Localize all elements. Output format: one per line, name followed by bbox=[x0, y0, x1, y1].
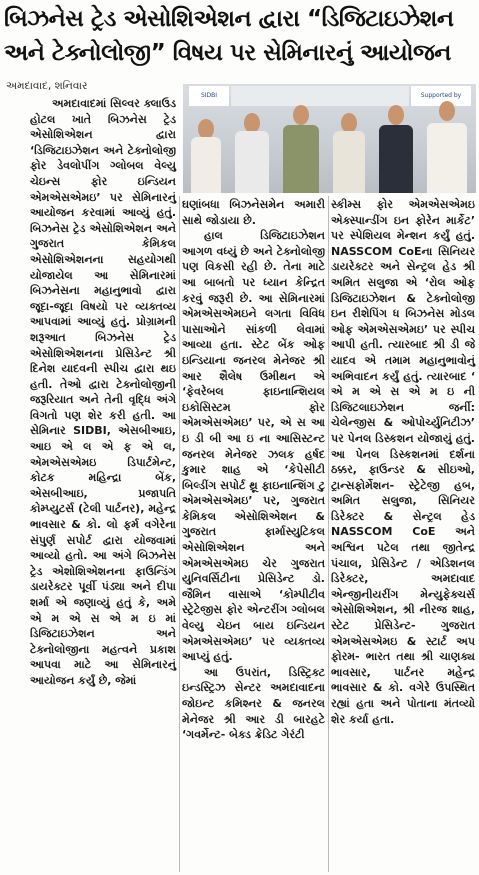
headline-line-2: અને ટેક્નોલોજી” વિષય પર સેમિનારનું આયોજન bbox=[4, 40, 451, 66]
dateline: અમદાવાદ, શનિવાર bbox=[6, 80, 88, 92]
photo-person-1 bbox=[191, 103, 221, 193]
headline-line-1: બિઝનેસ ટ્રેડ એસોશિએશન દ્વારા “ડિજિટાઇઝેશન bbox=[4, 6, 454, 32]
headline bbox=[4, 2, 475, 70]
photo-person-4 bbox=[333, 101, 365, 193]
column-1-paragraph: અમદાવાદમાં સિલ્વર ક્લાઉડ હોટલ ખાતે બિઝનેસ ટ્રેડ એસોશિએશન દ્વારા ‘ડિજિટાઇઝેશન અને ટેક્નોલોજી ફોર ડેવલોપીંગ ગ્લોબલ વેલ્યુ ચેઇન્સ ફોર ઇન્ડિયન એમએસએમઇ’ પર સેમિનારનું આયોજન કરવામાં આવ્યું હતું. બિઝનેસ ટ્રેડ એસોશિએશન અને ગુજરાત કેમિકલ એસોશિએશનના સહયોગથી યોજાયેલ આ સેમિનારમાં બિઝનેસના મહાનુભાવો દ્વારા જૂદા-જૂદા વિષયો પર વ્યક્તવ્ય આપવામાં આવ્યું હતું. પ્રોગ્રામની શરૂઆત બિઝનેસ ટ્રેડ એસોશિએશનના પ્રેસિડેન્ટ શ્રી દિનેશ યાદવની સ્પીચ દ્વારા થઇ હતી. તેઓ દ્વારા ટેક્નોલોજીની જરૂરિયાત અને તેની વૃદ્ધિ અંગે વિગતો પણ શેર કરી હતી. આ સેમિનાર SIDBI, એસબીઆઇ, આઇ એ લ એ ફ એ લ, એમએસએમઇ ડિપાર્ટમેન્ટ, કોટક મહિન્દ્રા બેંક, એસબીઆઇ, પ્રજાપતિ કોમ્પ્યુટર્સ (ટેલી પાર્ટનર), મહેન્દ્ર ભાવસાર & કો. લો ફર્મ વગેરેના સંપુર્ણ સપોર્ટ દ્વારા યોજવામાં આવ્યો હતો. આ અંગે બિઝનેસ ટ્રેડ એશોશિએશનના ફાઉન્ડિંગ ડાયરેક્ટર પૂર્વી પંડ્યા અને દીપા શર્મા એ જણાવ્યું હતું કે, અમે એ મ એ સ એ મ ઇ માં ડિજિટાઇઝેશન અને ટેક્નોલોજીના મહત્વને પ્રકાશ આપવા માટે આ સેમિનારનું આયોજન કર્યું છે, જેમાં bbox=[30, 97, 176, 687]
event-photo bbox=[183, 84, 476, 193]
column-2-paragraph-1: ઘણાંબધા બિઝનેસમેન અમારી સાથે જોડાયા છે. bbox=[182, 198, 325, 227]
photo-banner-right: Supported by bbox=[411, 86, 471, 106]
photo-person-6 bbox=[427, 95, 467, 193]
article-column-3 bbox=[331, 197, 475, 727]
column-divider-1 bbox=[179, 196, 180, 872]
column-3-paragraph: સ્કીમ્સ ફોર એમએસએમઇ એક્સ્પાન્ડીંગ ઇન ફોરેન માર્કેટ’ પર સ્પેશિયલ મેન્શન કર્યું હતું. NASSCOM CoEના સિનિયર ડાયરેક્ટર અને સેન્ટ્રલ હેડ શ્રી અમિત સલુજા એ ‘રોલ ઓફ ડિજિટાઇઝેશન & ટેક્નોલોજી ઇન રીશેપિંગ ધ બિઝનેસ મોડલ ઓફ એમએસએમઇ’ પર સ્પીચ આપી હતી. ત્યારબાદ શ્રી ડી જે યાદવ એ તમામ મહાનુભાવોનું અભિવાદન કર્યું હતું. ત્યારબાદ ‘ એ મ એ સ એ મ ઇ ની ડિજિટલાઇઝેશન જર્ની: ચેલેન્જીસ & ઓપોર્ચ્યુનિટીઝ’ પર પેનલ ડિસ્કશન યોજાયું હતું. આ પેનલ ડિસ્કશનમાં દર્શના ઠક્કર, ફાઉન્ડર & સીઇઓ, ટ્રાન્સફોર્મેશન- સ્ટ્રેટેજી હબ, અમિત સલુજા, સિનિયર ડિરેક્ટર & સેન્ટ્રલ હેડ NASSCOM CoE અને અશ્વિન પટેલ તથા જીતેન્દ્ર પંચાલ, પ્રેસિડેન્ટ / એડિશનલ ડિરેક્ટર, અમદાવાદ એન્જીનીયરીંગ મેન્યુફેક્ચર્સ એસોશિએશન, શ્રી નીરજ શાહ, સ્ટેટ પ્રેસિડેન્ટ- ગુજરાત એમએસએમઇ & સ્ટાર્ટ અપ ફોરમ- ભારત તથા શ્રી ચાણક્ય ભાવસાર, પાર્ટનર મહેન્દ્ર ભાવસાર & કો. વગેરે ઉપસ્થિત રહ્યાં હતા અને પોતાના મંતવ્યો શેર કર્યા હતા. bbox=[331, 198, 475, 726]
photo-person-5 bbox=[379, 97, 413, 193]
photo-banner-left: SIDBI bbox=[189, 86, 229, 106]
photo-person-2 bbox=[235, 101, 269, 193]
article-column-2 bbox=[182, 197, 325, 743]
column-2-paragraph-2: હાલ ડિજિટાઇઝેશન આગળ વધ્યું છે અને ટેક્નોલોજી પણ વિકસી રહી છે. તેના માટે આ બાબતો પર ધ્યાન કેન્દ્રિત કરવું જરૂરી છે. આ સેમિનારમાં એમએસએમઇને લગતા વિવિધ પાસાઓને સાંકળી લેવામાં આવ્યા હતા. સ્ટેટ બેંક ઓફ ઇન્ડિયાના જનરલ મેનેજર શ્રી આર શૈલેષ ઉમીથન એ ‘ફેવરેબલ ફાઇનાન્શિયલ ઇકોસિસ્ટમ ફોર એમએસએમઇ’ પર, એ સ આ ઇ ડી બી આ ઇ ના આસિસ્ટન્ટ જનરલ મેનેજર ઝલક હર્ષદ કુમાર શાહ એ ‘કેપેસીટી બિલ્ડીંગ સપોર્ટ થ્રૂ ફાઇનાન્શિંગ ટુ એમએસએમઇ’ પર, ગુજરાત કેમિકલ એસોશિએશન & ગુજરાત ફાર્માસ્યુટિકલ એસોશિએશન અને એમએસએમઇ ચેર ગુજરાત યુનિવર્સિટીના પ્રેસિડેન્ટ ડો. જૈમિન વાસાએ ‘કોમ્પીટીવ સ્ટ્રેટેજીસ ફોર એન્ટરીંગ ગ્લોબલ વેલ્યુ ચેઇન બાય ઇન્ડિયન એમએસએમઇ’ પર વ્યક્તવ્ય આપ્યું હતું. bbox=[182, 229, 325, 664]
article-column-1 bbox=[4, 96, 176, 689]
column-2-paragraph-3: આ ઉપરાંત, ડિસ્ટ્રિક્ટ ઇન્ડસ્ટ્રિઝ સેન્ટર અમદાવાદના જોઇન્ટ કમિશ્નર & જનરલ મેનેજર શ્રી આર ડી બારહટે ‘ગવર્મેન્ટ- બેક્ડ ક્રેડિટ ગેરંટી bbox=[182, 665, 325, 742]
photo-person-3 bbox=[283, 97, 319, 193]
column-divider-2 bbox=[328, 196, 329, 872]
